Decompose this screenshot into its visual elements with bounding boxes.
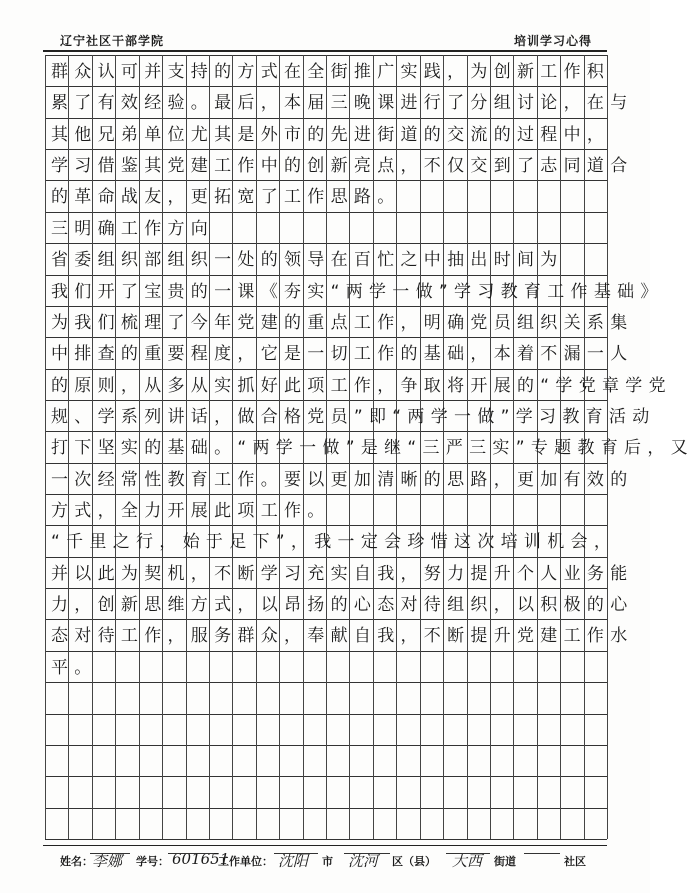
header-rule — [43, 50, 607, 52]
handwritten-line: 群众认可并支持的方式在全街推广实践，为创新工作积 — [51, 62, 611, 82]
handwritten-line — [51, 714, 607, 746]
name-underline — [90, 853, 130, 854]
city-suffix: 市 — [322, 855, 333, 868]
writing-grid — [45, 55, 694, 839]
work-unit-label: 工作单位： — [218, 855, 273, 868]
handwritten-line: 省委组织部组织一处的领导在百忙之中抽出时间为 — [51, 250, 564, 271]
handwritten-line: 的革命战友，更拓宽了工作思路。 — [51, 187, 401, 208]
handwritten-line: “千里之行，始于足下”，我一定会珍惜这次培训机会， — [51, 532, 618, 553]
document-title: 培训学习心得 — [514, 34, 593, 48]
name-value: 李娜 — [92, 852, 123, 870]
handwritten-line: 一次经常性教育工作。要以更加清晰的思路，更加有效的 — [51, 469, 634, 490]
handwritten-line — [51, 776, 607, 808]
city-value: 沈阳 — [278, 852, 309, 870]
handwritten-line: 三明确工作方向 — [51, 218, 215, 239]
handwritten-line: 学习借鉴其党建工作中的创新亮点，不仅交到了志同道合 — [51, 156, 634, 177]
handwritten-line — [51, 682, 607, 714]
grid-column-rule — [45, 55, 46, 839]
student-id-value: 601651 — [172, 850, 230, 868]
handwritten-line: 态对待工作，服务群众，奉献自我，不断提升党建工作水 — [51, 626, 634, 647]
handwritten-line — [51, 808, 607, 840]
district-value: 沈河 — [348, 852, 379, 870]
district-suffix: 区（县） — [392, 855, 436, 868]
handwritten-line: 方式，全力开展此项工作。 — [51, 501, 331, 522]
handwritten-line: 平。 — [51, 657, 98, 678]
district-underline — [344, 853, 390, 854]
handwritten-line: 我们开了宝贵的一课《夯实“两学一做”学习教育工作基础》 — [51, 281, 664, 302]
institute-name: 辽宁社区干部学院 — [60, 34, 165, 48]
handwritten-line: 的原则，从多从实抓好此项工作，争取将开展的“学党章学党 — [51, 375, 672, 396]
street-underline — [446, 853, 490, 854]
handwritten-line: 规、学系列讲话，做合格党员”即“两学一做”学习教育活动 — [51, 406, 656, 427]
handwritten-line: 打下坚实的基础。“两学一做”是继“三严三实”专题教育后，又 — [51, 438, 694, 459]
handwritten-line: 并以此为契机，不断学习充实自我，努力提升个人业务能 — [51, 563, 634, 584]
handwritten-line: 为我们梳理了今年党建的重点工作，明确党员组织关系集 — [51, 312, 634, 333]
footer-rule — [43, 845, 607, 846]
community-underline — [524, 853, 560, 854]
footer — [60, 850, 620, 873]
student-id-label: 学号： — [136, 855, 169, 868]
street-suffix: 街道 — [494, 855, 516, 868]
student-id-underline — [168, 853, 214, 854]
handwritten-line: 累了有效经验。最后，本届三晚课进行了分组讨论，在与 — [51, 93, 634, 114]
handwritten-line: 中排查的重要程度，它是一切工作的基础，本着不漏一人 — [51, 344, 634, 365]
street-value: 大西 — [452, 852, 483, 870]
handwritten-line: 力，创新思维方式，以昂扬的心态对待组织，以积极的心 — [51, 595, 634, 616]
handwritten-line — [51, 745, 607, 777]
community-suffix: 社区 — [564, 855, 586, 868]
name-label: 姓名： — [60, 855, 93, 868]
handwritten-line: 其他兄弟单位尤其是外市的先进街道的交流的过程中， — [51, 124, 611, 145]
city-underline — [274, 853, 318, 854]
